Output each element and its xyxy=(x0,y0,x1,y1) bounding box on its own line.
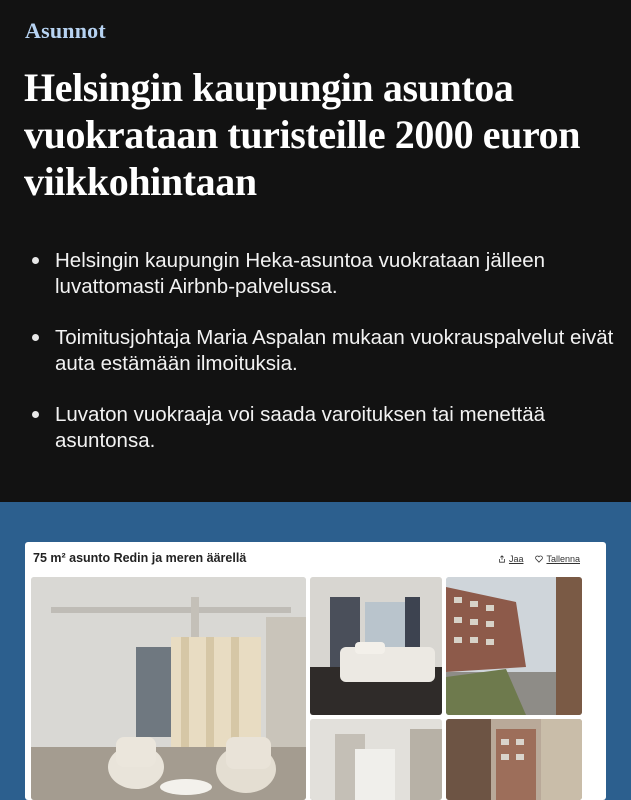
summary-text: Luvaton vuokraaja voi saada varoituksen tai menettää asuntonsa. xyxy=(55,403,546,452)
listing-actions xyxy=(498,554,580,564)
save-button[interactable] xyxy=(535,554,580,564)
hallway-photo[interactable] xyxy=(310,719,442,800)
share-icon xyxy=(498,555,506,563)
heart-icon xyxy=(535,555,543,563)
share-button[interactable] xyxy=(498,554,524,564)
summary-text: Helsingin kaupungin Heka-asuntoa vuokrataan jälleen luvattomasti Airbnb-palvelussa. xyxy=(55,249,546,298)
share-label: Jaa xyxy=(508,554,524,564)
living-room-photo[interactable] xyxy=(31,577,306,800)
window-illustration xyxy=(446,719,582,800)
listing-screenshot xyxy=(25,542,606,800)
window-view-photo[interactable] xyxy=(446,719,582,800)
bullet-dot-icon xyxy=(32,257,39,264)
hallway-illustration xyxy=(310,719,442,800)
summary-text: Toimitusjohtaja Maria Aspalan mukaan vuokrauspalvelut eivät auta estämään ilmoituksia. xyxy=(55,326,614,375)
street-illustration xyxy=(446,577,582,715)
bedroom-illustration xyxy=(310,577,442,715)
summary-item xyxy=(30,402,620,454)
bullet-dot-icon xyxy=(32,334,39,341)
bedroom-photo[interactable] xyxy=(310,577,442,715)
summary-list xyxy=(30,248,620,479)
save-label: Tallenna xyxy=(546,554,580,564)
living-room-illustration xyxy=(31,577,306,800)
listing-title: 75 m² asunto Redin ja meren äärellä xyxy=(33,551,247,565)
street-view-photo[interactable] xyxy=(446,577,582,715)
summary-item xyxy=(30,248,620,300)
category-label[interactable]: Asunnot xyxy=(25,18,106,43)
headline: Helsingin kaupungin asuntoa vuokrataan turisteille 2000 euron viikkohintaan xyxy=(24,65,581,204)
summary-item xyxy=(30,325,620,377)
article-image xyxy=(0,502,631,800)
bullet-dot-icon xyxy=(32,411,39,418)
